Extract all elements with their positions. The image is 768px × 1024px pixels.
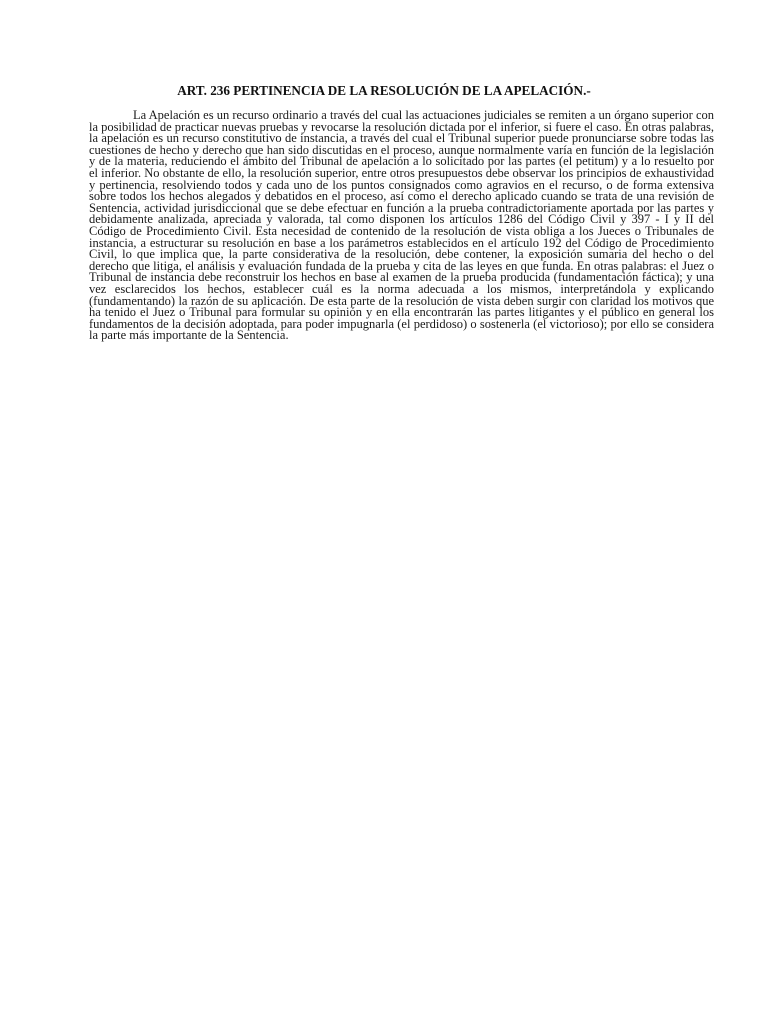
article-title: ART. 236 PERTINENCIA DE LA RESOLUCIÓN DE LA APELACIÓN.-	[177, 83, 591, 98]
body-paragraph: La Apelación es un recurso ordinario a través del cual las actuaciones judiciales se remiten a un órgano superior con la posibilidad de practicar nuevas pruebas y revocarse la resolución dictada por el inferior, si fuere el caso. En otras palabras, la apelación es un recurso constitutivo de instancia, a través del cual el Tribunal superior puede pronunciarse sobre todas las cuestiones de hecho y derecho que han sido discutidas en el proceso, aunque normalmente varía en función de la legislación y de la materia, reduciendo el ámbito del Tribunal de apelación a lo solicitado por las partes (el petitum) y a lo resuelto por el inferior. No obstante de ello, la resolución superior, entre otros presupuestos debe observar los principios de exhaustividad y pertinencia, resolviendo todos y cada uno de los puntos consignados como agravios en el recurso, o de forma extensiva sobre todos los hechos alegados y debatidos en el proceso, así como el derecho aplicado cuando se trata de una revisión de Sentencia, actividad jurisdiccional que se debe efectuar en función a la prueba contradictoriamente aportada por las partes y debidamente analizada, apreciada y valorada, tal como disponen los artículos 1286 del Código Civil y 397 - I y II del Código de Procedimiento Civil. Esta necesidad de contenido de la resolución de vista obliga a los Jueces o Tribunales de instancia, a estructurar su resolución en base a los parámetros establecidos en el artículo 192 del Código de Procedimiento Civil, lo que implica que, la parte considerativa de la resolución, debe contener, la exposición sumaria del hecho o del derecho que litiga, el análisis y evaluación fundada de la prueba y cita de las leyes en que funda. En otras palabras: el Juez o Tribunal de instancia debe reconstruir los hechos en base al examen de la prueba producida (fundamentación fáctica); y una vez esclarecidos los hechos, establecer cuál es la norma adecuada a los mismos, interpretándola y explicando (fundamentando) la razón de su aplicación. De esta parte de la resolución de vista deben surgir con claridad los motivos que ha tenido el Juez o Tribunal para formular su opinión y en ella encontrarán las partes litigantes y el público en general los fundamentos de la decisión adoptada, para poder impugnarla (el perdidoso) o sostenerla (el victorioso); por ello se considera la parte más importante de la Sentencia.	[89, 108, 714, 343]
